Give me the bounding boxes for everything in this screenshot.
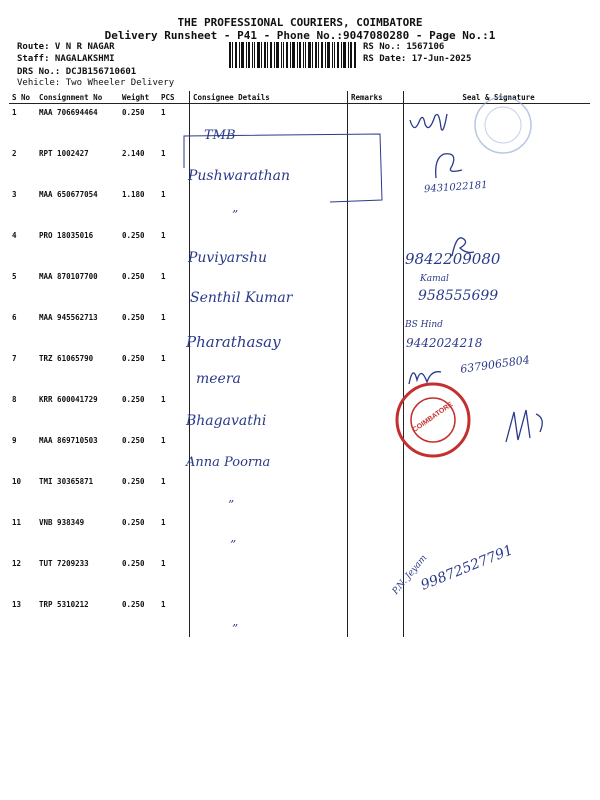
row-sno: 3	[12, 190, 17, 199]
row-sno: 4	[12, 231, 17, 240]
row-sno: 12	[12, 559, 22, 568]
col-pcs-header: PCS	[158, 91, 190, 104]
ditto-mark: ”	[228, 498, 235, 512]
col-seal-header: Seal & Signature	[404, 91, 591, 104]
row-weight: 0.250	[122, 231, 145, 240]
table-row	[9, 227, 590, 268]
row-weight: 0.250	[122, 600, 145, 609]
signature-scribble	[500, 402, 550, 446]
row-sno: 13	[12, 600, 22, 609]
handwritten-name: Senthil Kumar	[190, 290, 293, 306]
row-pcs: 1	[161, 108, 166, 117]
handwritten-phone: 9842209080	[405, 250, 501, 268]
row-weight: 2.140	[122, 149, 145, 158]
table-row	[9, 473, 590, 514]
row-weight: 0.250	[122, 518, 145, 527]
row-weight: 0.250	[122, 436, 145, 445]
row-sno: 11	[12, 518, 22, 527]
handwritten-name: Puviyarshu	[188, 250, 267, 266]
row-weight: 0.250	[122, 313, 145, 322]
col-remarks-header: Remarks	[348, 91, 404, 104]
handwritten-note: P.N. Jeyam	[390, 553, 430, 597]
row-sno: 8	[12, 395, 17, 404]
handwritten-phone: 9431022181	[423, 179, 488, 196]
company-name: THE PROFESSIONAL COURIERS, COIMBATORE	[177, 16, 423, 29]
row-consignee	[190, 596, 348, 637]
row-remarks	[348, 514, 404, 555]
handwritten-phone: 6379065804	[459, 353, 531, 376]
row-seal	[404, 473, 591, 514]
handwritten-name: Anna Poorna	[186, 455, 271, 470]
row-pcs: 1	[161, 518, 166, 527]
drs-label: DRS No.: DCJB156710601	[17, 67, 137, 77]
table-row	[9, 268, 590, 309]
table-row	[9, 309, 590, 350]
row-remarks	[348, 473, 404, 514]
handwritten-name: TMB	[204, 128, 236, 143]
row-pcs: 1	[161, 272, 166, 281]
row-sno: 7	[12, 354, 17, 363]
handwritten-name: Pharathasay	[186, 333, 281, 351]
row-weight: 0.250	[122, 108, 145, 117]
rs-number: RS No.: 1567106	[363, 42, 445, 52]
row-consignment: MAA 945562713	[39, 313, 98, 322]
row-pcs: 1	[161, 477, 166, 486]
row-sno: 10	[12, 477, 22, 486]
table-row	[9, 596, 590, 637]
row-consignment: MAA 650677054	[39, 190, 98, 199]
row-consignment: PRO 18035016	[39, 231, 94, 240]
row-consignee	[190, 473, 348, 514]
row-pcs: 1	[161, 436, 166, 445]
row-sno: 9	[12, 436, 17, 445]
row-sno: 5	[12, 272, 17, 281]
row-consignment: TRP 5310212	[39, 600, 89, 609]
barcode	[229, 42, 356, 68]
row-consignment: TRZ 61065790	[39, 354, 94, 363]
handwritten-phone: 958555699	[418, 288, 499, 304]
runsheet-subtitle: Delivery Runsheet - P41 - Phone No.:9047080280 - Page No.:1	[104, 29, 496, 42]
handwritten-phone: 9442024218	[406, 336, 483, 350]
row-pcs: 1	[161, 149, 166, 158]
row-consignment: TUT 7209233	[39, 559, 89, 568]
rs-date: RS Date: 17-Jun-2025	[363, 54, 472, 64]
row-remarks	[348, 268, 404, 309]
row-remarks	[348, 309, 404, 350]
stamp-text: COIMBATORE	[411, 401, 455, 434]
staff-label: Staff: NAGALAKSHMI	[17, 54, 115, 64]
row-consignment: MAA 869710503	[39, 436, 98, 445]
col-weight-header: Weight	[119, 91, 158, 104]
row-consignee	[190, 555, 348, 596]
handwritten-name: meera	[196, 371, 241, 387]
row-consignment: KRR 600041729	[39, 395, 98, 404]
row-pcs: 1	[161, 231, 166, 240]
handwritten-note: BS Hind	[405, 320, 443, 330]
row-sno: 2	[12, 149, 17, 158]
row-pcs: 1	[161, 395, 166, 404]
courier-stamp	[393, 380, 473, 460]
row-sno: 6	[12, 313, 17, 322]
row-weight: 0.250	[122, 354, 145, 363]
row-consignment: MAA 870107700	[39, 272, 98, 281]
handwritten-note: Kamal	[420, 274, 449, 284]
signature-scribble	[405, 108, 450, 138]
handwritten-phone: 99872527791	[418, 542, 516, 594]
ditto-mark: ”	[230, 538, 237, 552]
faint-seal-icon	[472, 94, 534, 156]
col-sno-header: S No	[9, 91, 36, 104]
row-weight: 0.250	[122, 395, 145, 404]
row-consignee	[190, 514, 348, 555]
row-remarks	[348, 596, 404, 637]
row-remarks	[348, 227, 404, 268]
ditto-mark: ”	[232, 208, 239, 222]
col-consignment-header: Consignment No	[36, 91, 119, 104]
row-consignment: TMI 30365871	[39, 477, 94, 486]
col-consignee-header: Consignee Details	[190, 91, 348, 104]
row-pcs: 1	[161, 190, 166, 199]
ditto-mark: ”	[232, 622, 239, 636]
signature-scribble	[428, 148, 468, 180]
handwritten-name: Bhagavathi	[186, 413, 267, 429]
row-pcs: 1	[161, 600, 166, 609]
row-weight: 0.250	[122, 272, 145, 281]
row-pcs: 1	[161, 559, 166, 568]
handwritten-name: Pushwarathan	[188, 168, 291, 184]
row-sno: 1	[12, 108, 17, 117]
row-consignment: RPT 1002427	[39, 149, 89, 158]
row-seal	[404, 596, 591, 637]
row-weight: 0.250	[122, 559, 145, 568]
vehicle-label: Vehicle: Two Wheeler Delivery	[17, 78, 175, 88]
row-weight: 0.250	[122, 477, 145, 486]
row-pcs: 1	[161, 354, 166, 363]
row-consignment: VNB 938349	[39, 518, 85, 527]
row-weight: 1.180	[122, 190, 145, 199]
route-label: Route: V N R NAGAR	[17, 42, 115, 52]
row-pcs: 1	[161, 313, 166, 322]
row-consignment: MAA 706694464	[39, 108, 98, 117]
